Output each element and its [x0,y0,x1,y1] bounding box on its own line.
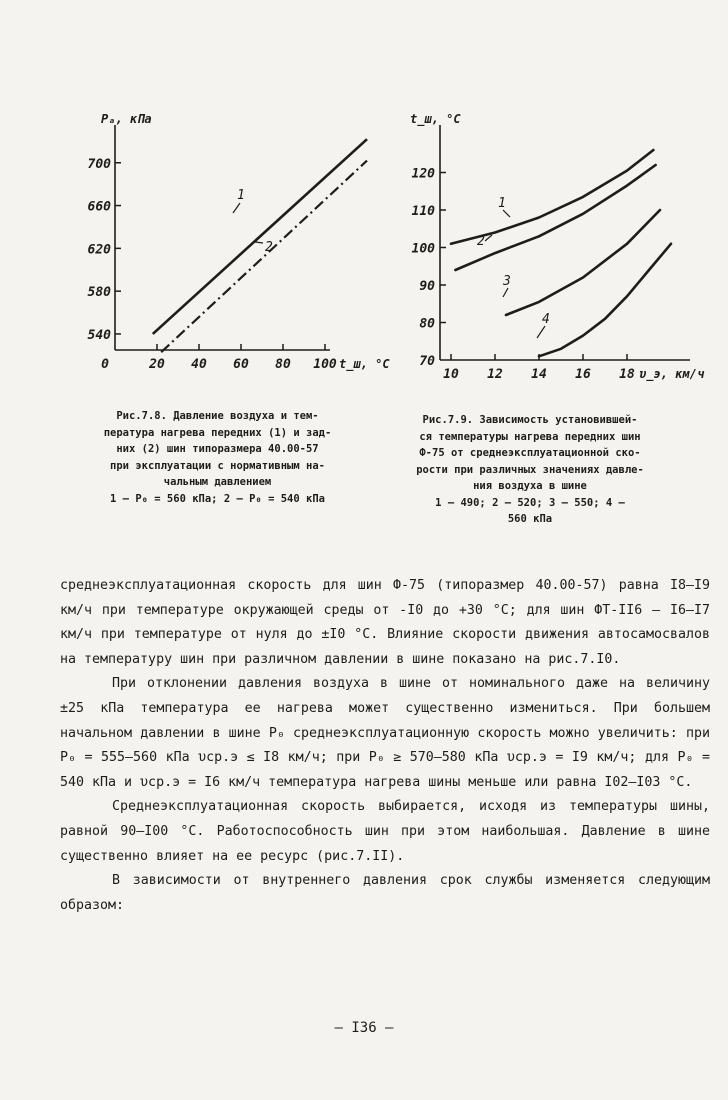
y-tick-label: 620 [87,242,111,258]
y-tick-label: 660 [87,199,111,215]
caption-line: Рис.7.9. Зависимость установившей- [422,414,638,426]
x-tick-label: 20 [149,357,165,372]
figure-7-9 [395,95,705,395]
figure-7-8-caption [70,408,365,507]
y-axis-label: Pₐ, кПа [101,112,152,126]
y-axis-label: t_ш, °C [410,112,461,126]
caption-line: чальным давлением [163,476,272,488]
y-tick-label: 90 [419,279,435,294]
curve-label-leader [233,203,240,213]
paragraph: Среднеэксплуатационная скорость выбирается, исходя из температуры шины, равной 90–I00 °C. Работоспособность шин при этом наибольшая. Давление в шине существенно влияет на ее ресурс (рис.7.II). [60,799,710,864]
series-line-2 [161,161,367,353]
curve-label-2: 2 [477,234,485,249]
y-tick-label: 700 [87,156,111,172]
x-tick-label: 14 [531,367,547,382]
x-tick-label: 40 [191,357,207,372]
y-tick-label: 80 [419,316,435,332]
x-tick-label: 18 [619,367,635,382]
curve-label-3: 3 [503,274,511,289]
body-text [60,574,710,918]
page-number: – I36 – [334,1020,394,1036]
caption-line: ния воздуха в шине [473,480,587,492]
series-line-3 [506,210,660,315]
series-line-2 [455,165,655,270]
caption-line: ся температуры нагрева передних шин [419,430,641,443]
caption-line: Рис.7.8. Давление воздуха и тем- [116,410,319,422]
series-line-1 [153,139,367,334]
x-axis-label: υ_э, км/ч [639,367,705,381]
x-tick-label: 16 [575,367,591,382]
caption-line: при эксплуатации с нормативным на- [110,459,325,472]
caption-line: 560 кПа [507,513,553,525]
y-tick-label: 540 [87,327,111,343]
x-tick-label: 80 [275,357,291,372]
curve-label-1: 1 [237,188,245,203]
curve-label-4: 4 [542,312,550,327]
curve-label-leader [503,210,510,217]
x-tick-label: 12 [487,367,503,382]
curve-label-2: 2 [265,240,273,255]
caption-line: 1 – 490; 2 – 520; 3 – 550; 4 – [435,496,625,509]
paragraph: среднеэксплуатационная скорость для шин Ф-75 (типоразмер 40.00-57) равна I8–I9 км/ч при температуре окружающей среды от -I0 до +30 °C; для шин ФТ-II6 – I6–I7 км/ч при температуре от нуля до ±I0 °C. Влияние скорости движения автосамосвалов на температуру шин при различном давлении в шине показано на рис.7.I0. [60,578,710,667]
x-tick-label: 10 [443,367,459,382]
caption-line: рости при различных значениях давле- [416,463,644,476]
paragraph: При отклонении давления воздуха в шине от номинального даже на величину ±25 кПа температура ее нагрева может существенно измениться. При большем начальном давлении в шине P₀ среднеэксплуатационную скорость можно увеличить: при P₀ = 555–560 кПа υср.э ≤ I8 км/ч; при P₀ ≥ 570–580 кПа υср.э = I9 км/ч; для P₀ = 540 кПа и υср.э = I6 км/ч температура нагрева шины меньше или равна I02–I03 °C. [60,676,711,790]
y-tick-label: 580 [87,285,111,301]
x-axis-label: t_ш, °C [339,357,390,371]
x-tick-label: 100 [313,357,337,372]
curve-label-leader [255,242,263,243]
caption-line: них (2) шин типоразмера 40.00-57 [116,443,319,455]
caption-line: пература нагрева передних (1) и зад- [103,426,332,439]
figure-7-8 [60,95,390,395]
x-tick-label: 0 [101,357,109,372]
y-tick-label: 110 [411,204,435,219]
curve-label-leader [537,326,545,338]
paragraph: В зависимости от внутреннего давления срок службы изменяется следующим образом: [60,873,710,913]
y-tick-label: 70 [419,354,435,369]
curve-label-leader [503,288,508,297]
x-tick-label: 60 [233,357,249,372]
curve-label-1: 1 [498,196,506,211]
caption-line: 1 – P₀ = 560 кПа; 2 – P₀ = 540 кПа [110,492,325,505]
y-tick-label: 120 [411,166,435,182]
figure-7-9-caption [380,412,680,528]
caption-line: Ф-75 от среднеэксплуатационной ско- [419,447,641,459]
y-tick-label: 100 [411,241,435,257]
